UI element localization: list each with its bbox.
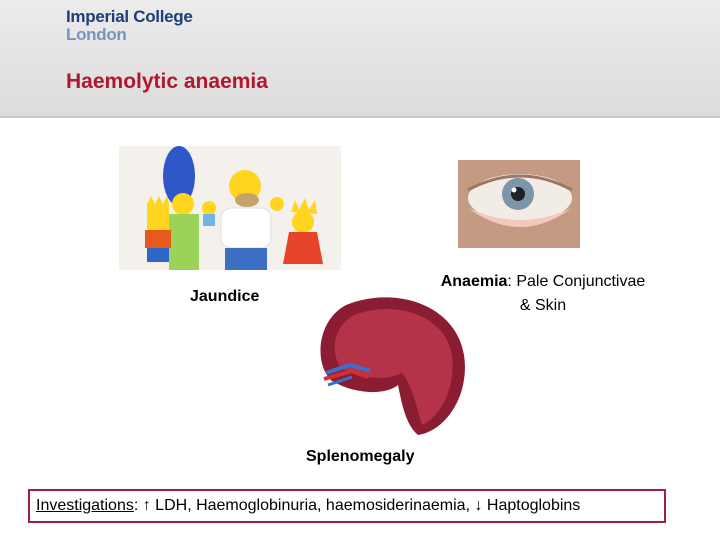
- anaemia-term: Anaemia: [440, 273, 508, 290]
- anaemia-description: : Pale Conjunctivae: [507, 273, 646, 290]
- anaemia-label: [398, 270, 688, 318]
- investigations-text: : ↑ LDH, Haemoglobinuria, haemosiderinaemia, ↓ Haptoglobins: [133, 497, 581, 514]
- jaundice-label: Jaundice: [190, 288, 260, 305]
- logo-line-1: Imperial College: [66, 7, 193, 26]
- cartoon-family-image: [119, 146, 341, 270]
- slide-header: [0, 0, 720, 118]
- imperial-college-logo: [66, 8, 193, 44]
- slide-title: Haemolytic anaemia: [66, 70, 268, 93]
- splenomegaly-label: Splenomegaly: [306, 448, 415, 465]
- anaemia-description-line2: & Skin: [519, 297, 567, 314]
- pale-eye-image: [458, 160, 580, 248]
- logo-line-2: London: [66, 25, 127, 44]
- investigations-box: [28, 489, 666, 523]
- investigations-heading: Investigations: [36, 497, 134, 514]
